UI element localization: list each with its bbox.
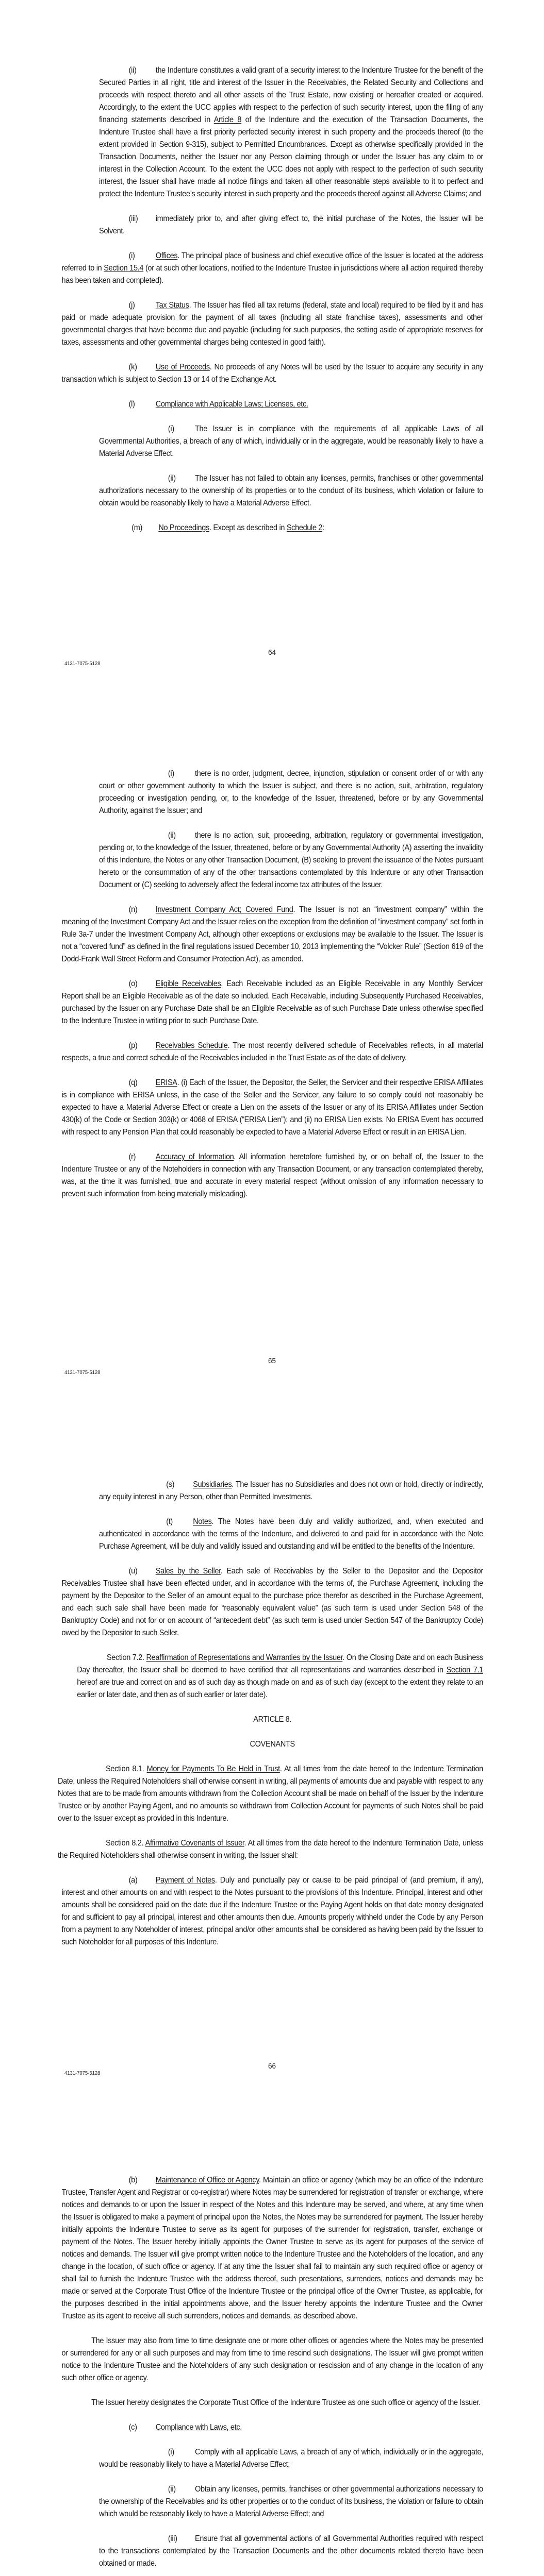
page-67 — [0, 2141, 544, 2576]
article-heading: ARTICLE 8. — [253, 1715, 292, 1724]
section-label: Section 8.1. — [106, 1765, 144, 1773]
page-content — [61, 2174, 483, 2576]
heading-accuracy: Accuracy of Information — [155, 1153, 234, 1161]
section-q-erisa: (q) ERISA. (i) Each of the Issuer, the Depositor, the Seller, the Servicer and their respective ERISA Affiliates is in compliance with ERISA unless, in the case of the Seller and the Servicer, any failure to so comply could not reasonably be expected to have a Material Adverse Effect or create a Lien on the assets of the Issuer or any of its ERISA Affiliates under Section 430(k) of the Code or Section 303(k) or 4068 of ERISA (“ERISA Lien”); and (ii) no ERISA Lien exists. No ERISA Event has occurred with respect to any Pension Plan that could reasonably be expected to have a Material Adverse Effect or result in an ERISA Lien. — [61, 1077, 483, 1139]
section-m-no-proceedings: (m) No Proceedings. Except as described in Schedule 2: — [99, 522, 483, 534]
section-8-1: Section 8.1. Money for Payments To Be Held in Trust. At all times from the date hereof to the Indenture Termination Date, unless the Required Noteholders shall otherwise consent in writing, all payments of amounts due and payable with respect to any Notes that are to be made from amounts withdrawn from the Collection Account shall be made on behalf of the Issuer by the Indenture Trustee or by another Paying Agent, and no amounts so withdrawn from Collection Account for payments of such Notes shall be paid over to the Issuer except as provided in this Indenture. — [58, 1765, 483, 1823]
clause-h-iii: (iii) immediately prior to, and after giving effect to, the initial purchase of the Notes, the Issuer will be Solvent. — [99, 213, 483, 238]
heading-subsidiaries: Subsidiaries — [193, 1480, 232, 1489]
section-o-eligible-receivables: (o) Eligible Receivables. Each Receivable included as an Eligible Receivable in any Monthly Servicer Report shall be an Eligible Receivable as of the date so included. Each Receivable, including Subsequently Purchased Receivables, purchased by the Issuer on any Purchase Date shall be an Eligible Receivable as of such Purchase Date unless otherwise specified to the Indenture Trustee in writing prior to such Purchase Date. — [61, 978, 483, 1027]
clause-number: (iii) — [128, 214, 138, 223]
clause-number: (iii) — [168, 2534, 177, 2543]
document-id: 4131-7075-5128 — [64, 1369, 101, 1376]
clause-c-i: (i) Comply with all applicable Laws, a breach of any of which, individually or in the aggregate, would be reasonably likely to have a Material Adverse Effect; — [99, 2446, 483, 2471]
heading-sales-by-seller: Sales by the Seller — [155, 1567, 221, 1575]
clause-c-ii: (ii) Obtain any licenses, permits, franchises or other governmental authorizations necessary to the ownership of the Receivables and its other properties or to the conduct of its business, the violation or failure to obtain which would be reasonably likely to have a Material Adverse Effect; and — [99, 2483, 483, 2520]
heading-compliance: Compliance with Applicable Laws; Licenses, etc. — [155, 400, 308, 409]
clause-l-i: (i) The Issuer is in compliance with the requirements of all applicable Laws of all Governmental Authorities, a breach of any of which, individually or in the aggregate, would be reasonably likely to have a Material Adverse Effect. — [99, 423, 483, 460]
section-7-2: Section 7.2. Reaffirmation of Representations and Warranties by the Issuer. On the Closing Date and on each Business Day thereafter, the Issuer shall be deemed to have certified that all representations and warranties described in Section 7.1 hereof are true and correct on and as of such day as though made on and as of such day (except to the extent they relate to an earlier or later date, and then as of such earlier or later date). — [77, 1653, 483, 1699]
heading-reaffirmation: Reaffirmation of Representations and Warranties by the Issuer — [146, 1653, 343, 1662]
section-j-tax-status: (j) Tax Status. The Issuer has filed all tax returns (federal, state and local) required to be filed by it and has paid or made adequate provision for the payment of all taxes (including all state franchise taxes), assessments and other governmental charges that have become due and payable (including for such purposes, the setting aside of appropriate reserves for taxes, assessments and other governmental charges being contested in good faith). — [61, 299, 483, 349]
document-id: 4131-7075-5128 — [64, 2070, 101, 2076]
clause-number: (m) — [131, 523, 143, 532]
clause-number: (o) — [128, 979, 138, 988]
heading-erisa: ERISA — [155, 1078, 177, 1087]
page-content — [58, 1479, 483, 1961]
clause-number: (t) — [166, 1517, 173, 1526]
heading-payment-of-notes: Payment of Notes — [155, 1876, 215, 1885]
paragraph-other-offices: The Issuer may also from time to time designate one or more other offices or agencies where the Notes may be presented or surrendered for any or all such purposes and may from time to time rescind such designations. The Issuer will give prompt written notice to the Indenture Trustee and the Noteholders of any such designation or rescission and of any change in the location of any such other office or agency. — [61, 2336, 483, 2382]
section-r-accuracy: (r) Accuracy of Information. All information heretofore furnished by, or on behalf of, the Issuer to the Indenture Trustee or any of the Noteholders in connection with any Transaction Document, or any transaction contemplated thereby, was, at the time it was furnished, true and accurate in every material respect (without omission of any information necessary to prevent such information from being materially misleading). — [61, 1151, 483, 1200]
section-k-use-of-proceeds: (k) Use of Proceeds. No proceeds of any Notes will be used by the Issuer to acquire any security in any transaction which is subject to Section 13 or 14 of the Exchange Act. — [61, 361, 483, 386]
clause-number: (i) — [168, 2448, 174, 2456]
section-label: Section 7.2. — [106, 1653, 144, 1662]
heading-investment-company: Investment Company Act; Covered Fund — [155, 905, 293, 914]
heading-use-of-proceeds: Use of Proceeds — [155, 363, 210, 371]
document-id: 4131-7075-5128 — [64, 660, 101, 667]
clause-l-ii: (ii) The Issuer has not failed to obtain any licenses, permits, franchises or other governmental authorizations necessary to the ownership of its properties or to the conduct of its business, which violation or failure to obtain would be reasonably likely to have a Material Adverse Effect. — [99, 472, 483, 510]
clause-number: (s) — [166, 1480, 175, 1489]
section-n-investment-company: (n) Investment Company Act; Covered Fund. The Issuer is not an “investment company” within the meaning of the Investment Company Act and the Issuer relies on the exception from the definition of “investment company” set forth in Rule 3a-7 under the Investment Company Act, although other exceptions or exclusions may be available to the Issuer. The Issuer is not a “covered fund” as defined in the final regulations issued December 10, 2013 implementing the “Volcker Rule” (Section 619 of the Dodd-Frank Wall Street Reform and Consumer Protection Act), as amended. — [61, 904, 483, 965]
page-65 — [0, 716, 544, 1427]
clause-number: (i) — [128, 251, 135, 260]
heading-maintenance-of-office: Maintenance of Office or Agency — [155, 2176, 259, 2184]
clause-number: (ii) — [168, 831, 176, 840]
clause-number: (c) — [128, 2423, 137, 2432]
heading-no-proceedings: No Proceedings — [158, 523, 209, 532]
heading-affirmative-covenants: Affirmative Covenants of Issuer — [145, 1839, 244, 1848]
link-schedule-2[interactable]: Schedule 2 — [286, 523, 323, 532]
page-content — [61, 768, 483, 1213]
section-b-maintenance-of-office: (b) Maintenance of Office or Agency. Maintain an office or agency (which may be an office of the Indenture Trustee, Transfer Agent and Registrar or co-registrar) where Notes may be surrendered for registration of transfer or exchange, where notices and demands to or upon the Issuer in respect of the Notes and this Indenture may be served, and where, at any time when the Issuer is obligated to make a payment of principal upon the Notes, the Notes may be surrendered for payment. The Issuer hereby initially appoints the Indenture Trustee to serve as its agent for purposes of the surrender for registration, transfer, exchange or payment of the Notes. The Issuer hereby initially appoints the Owner Trustee to serve as its agent for purposes of the service of notices and demands. The Issuer will give prompt written notice to the Indenture Trustee and the Noteholders of the location, and any change in the location, of such office or agency. If at any time the Issuer shall fail to maintain any such required office or agency or shall fail to furnish the Indenture Trustee with the address thereof, such presentations, surrenders, notices and demands may be made or served at the Corporate Trust Office of the Indenture Trustee or the principal office of the Owner Trustee, as applicable, for the purposes described in the initial appointments above, and the Issuer hereby appoints the Indenture Trustee and the Owner Trustee as its agent to receive all such surrenders, notices and demands, as described above. — [61, 2174, 483, 2323]
clause-h-ii: (ii) the Indenture constitutes a valid grant of a security interest to the Indenture Trustee for the benefit of the Secured Parties in all right, title and interest of the Issuer in the Receivables, the Related Security and Collections and proceeds with respect thereto and all other assets of the Trust Estate, now existing or hereafter created or acquired. Accordingly, to the extent the UCC applies with respect to the perfection of such security interest, upon the filing of any financing statements described in Article 8 of the Indenture and the execution of the Transaction Documents, the Indenture Trustee shall have a first priority perfected security interest in such property and the proceeds thereof (to the extent provided in Section 9-315), subject to Permitted Encumbrances. Except as otherwise specifically provided in the Transaction Documents, neither the Issuer nor any Person claiming through or under the Issuer has any claim to or interest in the Collection Account. To the extent the UCC does not apply with respect to the perfection of such security interest, the Issuer shall have made all notice filings and taken all other reasonable steps available to it to perfect and protect the Indenture Trustee’s security interest in such property and the proceeds thereof against all Adverse Claims; and — [99, 64, 483, 200]
section-p-receivables-schedule: (p) Receivables Schedule. The most recently delivered schedule of Receivables reflects, in all material respects, a true and correct schedule of the Receivables included in the Trust Estate as of the date of delivery. — [61, 1040, 483, 1064]
link-section-15-4[interactable]: Section 15.4 — [104, 264, 144, 273]
clause-number: (ii) — [168, 2485, 176, 2494]
link-article-8[interactable]: Article 8 — [213, 115, 242, 124]
section-s-subsidiaries: (s) Subsidiaries. The Issuer has no Subsidiaries and does not own or hold, directly or indirectly, any equity interest in any Person, other than Permitted Investments. — [99, 1479, 483, 1503]
clause-number: (a) — [128, 1876, 138, 1885]
page-content — [61, 64, 483, 547]
clause-number: (ii) — [168, 474, 176, 483]
heading-tax-status: Tax Status — [155, 301, 189, 310]
link-section-7-1[interactable]: Section 7.1 — [446, 1666, 483, 1674]
clause-number: (b) — [128, 2176, 138, 2184]
clause-number: (p) — [128, 1041, 138, 1050]
page-66 — [0, 1427, 544, 2141]
section-t-notes: (t) Notes. The Notes have been duly and validly authorized, and, when executed and authenticated in accordance with the terms of the Indenture, and delivered to and paid for in accordance with the Note Purchase Agreement, will be duly and validly issued and outstanding and will be entitled to the benefits of the Indenture. — [99, 1516, 483, 1553]
clause-number: (q) — [128, 1078, 138, 1087]
article-title: COVENANTS — [250, 1740, 295, 1749]
clause-m-i: (i) there is no order, judgment, decree, injunction, stipulation or consent order of or with any court or other government authority to which the Issuer is subject, and there is no action, suit, arbitration, regulatory proceeding or investigation pending, or, to the knowledge of the Issuer, threatened, before or by any Governmental Authority, against the Issuer; and — [99, 768, 483, 817]
clause-c-iii: (iii) Ensure that all governmental actions of all Governmental Authorities required with respect to the transactions contemplated by the Transaction Documents and the other documents related thereto have been obtained or made. — [99, 2533, 483, 2570]
heading-offices: Offices — [155, 251, 178, 260]
heading-notes: Notes — [193, 1517, 212, 1526]
heading-receivables-schedule: Receivables Schedule — [155, 1041, 228, 1050]
clause-number: (k) — [128, 363, 137, 371]
heading-compliance-laws: Compliance with Laws, etc. — [155, 2423, 242, 2432]
heading-eligible-receivables: Eligible Receivables — [155, 979, 221, 988]
section-i-offices: (i) Offices. The principal place of business and chief executive office of the Issuer is located at the address referred to in Section 15.4 (or at such other locations, notified to the Indenture Trustee in jurisdictions where all action required thereby has been taken and completed). — [61, 250, 483, 287]
clause-number: (l) — [128, 400, 135, 409]
page-64 — [0, 0, 544, 716]
section-8-2: Section 8.2. Affirmative Covenants of Issuer. At all times from the date hereof to the Indenture Termination Date, unless the Required Noteholders shall otherwise consent in writing, the Issuer shall: — [58, 1839, 483, 1860]
clause-number: (ii) — [128, 66, 137, 75]
page-number: 66 — [268, 2062, 276, 2071]
clause-number: (i) — [168, 425, 174, 433]
section-u-sales-by-seller: (u) Sales by the Seller. Each sale of Receivables by the Seller to the Depositor and the Depositor Receivables Trustee shall have been effected under, and in accordance with the terms of, the Purchase Agreement, including the payment by the Depositor to the Seller of an amount equal to the purchase price therefor as described in the Purchase Agreement, and each such sale shall have been made for “reasonably equivalent value” (as such term is used under Section 548 of the Bankruptcy Code) and not for or on account of “antecedent debt” (as such term is used under Section 547 of the Bankruptcy Code) owed by the Depositor to such Seller. — [61, 1565, 483, 1639]
clause-number: (j) — [128, 301, 135, 310]
clause-number: (n) — [128, 905, 138, 914]
heading-money-for-payments: Money for Payments To Be Held in Trust — [146, 1765, 280, 1773]
clause-number: (r) — [128, 1153, 136, 1161]
page-number: 64 — [268, 648, 276, 657]
clause-m-ii: (ii) there is no action, suit, proceeding, arbitration, regulatory or governmental investigation, pending or, to the knowledge of the Issuer, threatened, before or by any Governmental Authority (A) asserting the invalidity of this Indenture, the Notes or any other Transaction Document, (B) seeking to prevent the issuance of the Notes pursuant hereto or the consummation of any of the other transactions contemplated by this Indenture or any other Transaction Document or (C) seeking to adversely affect the federal income tax attributes of the Issuer. — [99, 829, 483, 891]
section-l-compliance — [61, 398, 483, 411]
section-a-payment-of-notes: (a) Payment of Notes. Duly and punctually pay or cause to be paid principal of (and premium, if any), interest and other amounts on and with respect to the Notes pursuant to the provisions of this Indenture. Principal, interest and other amounts shall be considered paid on the date due if the Indenture Trustee or the Paying Agent holds on that date money designated for and sufficient to pay all principal, interest and other amounts then due. Amounts properly withheld under the Code by any Person from a payment to any Noteholder of interest, principal and/or other amounts shall be considered as having been paid by the Issuer to such Noteholder for all purposes of this Indenture. — [61, 1874, 483, 1948]
section-label: Section 8.2. — [106, 1839, 144, 1848]
paragraph-designates-corporate-trust: The Issuer hereby designates the Corporate Trust Office of the Indenture Trustee as one such office or agency of the Issuer. — [91, 2398, 481, 2407]
clause-number: (u) — [128, 1567, 138, 1575]
page-number: 65 — [268, 1357, 276, 1365]
clause-number: (i) — [168, 769, 174, 778]
section-c-compliance — [61, 2421, 483, 2434]
